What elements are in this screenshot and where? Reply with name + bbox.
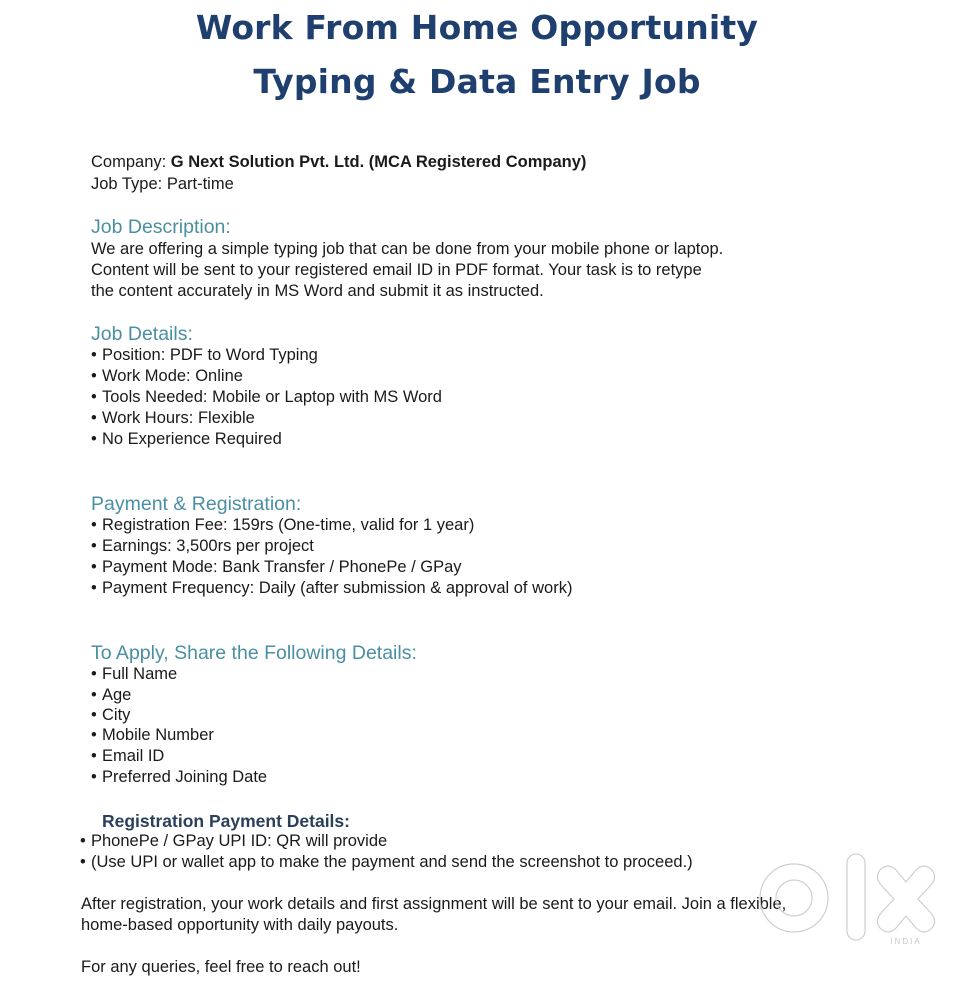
list-item: • Payment Frequency: Daily (after submission & approval of work) <box>91 579 573 597</box>
company-label: Company: <box>91 153 171 171</box>
list-item: • Tools Needed: Mobile or Laptop with MS Word <box>91 388 442 406</box>
job-details-heading: Job Details: <box>91 323 193 345</box>
company-name: G Next Solution Pvt. Ltd. (MCA Registered Company) <box>170 153 587 171</box>
payment-registration-heading: Payment & Registration: <box>91 493 302 515</box>
closing-line: After registration, your work details and first assignment will be sent to your email. Join a flexible, <box>81 895 787 913</box>
job-description-line: the content accurately in MS Word and submit it as instructed. <box>91 282 544 300</box>
bullet-icon: • <box>91 388 97 406</box>
list-item: • City <box>91 706 131 724</box>
bullet-icon: • <box>91 726 97 744</box>
job-description-line: We are offering a simple typing job that can be done from your mobile phone or laptop. <box>91 240 724 258</box>
bullet-icon: • <box>91 516 97 534</box>
bullet-icon: • <box>91 409 97 427</box>
queries-line: For any queries, feel free to reach out! <box>81 958 361 976</box>
list-item: • Registration Fee: 159rs (One-time, valid for 1 year) <box>91 516 475 534</box>
olx-x-shape <box>877 866 934 932</box>
registration-payment-heading: Registration Payment Details: <box>102 811 350 831</box>
list-item: • Age <box>91 686 132 704</box>
page-title-line-2: Typing & Data Entry Job <box>253 62 701 101</box>
bullet-icon: • <box>91 579 97 597</box>
olx-o-shape <box>760 864 828 932</box>
list-item: • Mobile Number <box>91 726 214 744</box>
bullet-icon: • <box>91 747 97 765</box>
bullet-icon: • <box>91 706 97 724</box>
list-item: • (Use UPI or wallet app to make the payment and send the screenshot to proceed.) <box>80 853 693 871</box>
list-item: • Preferred Joining Date <box>91 768 268 786</box>
company-line <box>91 152 586 173</box>
list-item: • Email ID <box>91 747 165 765</box>
olx-india-text: INDIA <box>890 937 922 946</box>
bullet-icon: • <box>91 686 97 704</box>
bullet-icon: • <box>91 768 97 786</box>
job-description-heading: Job Description: <box>91 216 231 238</box>
list-item: • Work Hours: Flexible <box>91 409 255 427</box>
to-apply-heading: To Apply, Share the Following Details: <box>91 642 417 664</box>
list-item: • PhonePe / GPay UPI ID: QR will provide <box>80 832 388 850</box>
bullet-icon: • <box>91 367 97 385</box>
list-item: • No Experience Required <box>91 430 282 448</box>
closing-line: home-based opportunity with daily payouts. <box>81 916 399 934</box>
list-item: • Position: PDF to Word Typing <box>91 346 318 364</box>
list-item: • Work Mode: Online <box>91 367 243 385</box>
bullet-icon: • <box>91 430 97 448</box>
job-description-line: Content will be sent to your registered email ID in PDF format. Your task is to retype <box>91 261 702 279</box>
list-item: • Earnings: 3,500rs per project <box>91 537 314 555</box>
job-type: Job Type: Part-time <box>91 175 234 193</box>
list-item: • Payment Mode: Bank Transfer / PhonePe / GPay <box>91 558 462 576</box>
olx-watermark-logo <box>758 850 948 950</box>
list-item: • Full Name <box>91 665 178 683</box>
olx-l-shape <box>847 854 865 940</box>
bullet-icon: • <box>91 558 97 576</box>
bullet-icon: • <box>91 537 97 555</box>
bullet-icon: • <box>80 832 86 850</box>
page-title-line-1: Work From Home Opportunity <box>195 8 759 47</box>
bullet-icon: • <box>91 346 97 364</box>
bullet-icon: • <box>80 853 86 871</box>
bullet-icon: • <box>91 665 97 683</box>
